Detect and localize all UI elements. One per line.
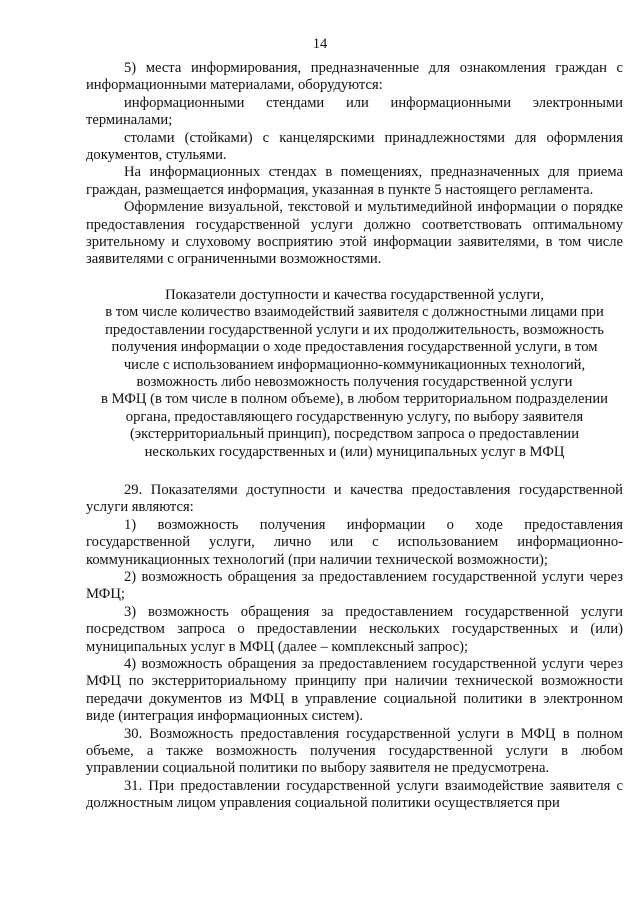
- page-number: 14: [312, 36, 328, 52]
- heading-line: в МФЦ (в том числе в полном объеме), в любом территориальном подразделении: [101, 391, 608, 408]
- paragraph: 29. Показателями доступности и качества предоставления государственной услуги являются:: [86, 481, 623, 516]
- section-heading: [86, 287, 623, 461]
- heading-line: (экстерриториальный принцип), посредством запроса о предоставлении: [129, 426, 580, 443]
- paragraph: Оформление визуальной, текстовой и мультимедийной информации о порядке предоставления государственной услуги должно соответствовать оптимальному зрительному и слуховому восприятию этой информации заявителями, в том числе заявителями с ограниченными возможностями.: [86, 199, 623, 268]
- paragraph: На информационных стендах в помещениях, предназначенных для приема граждан, размещается информация, указанная в пункте 5 настоящего регламента.: [86, 164, 623, 198]
- heading-line: в том числе количество взаимодействий заявителя с должностными лицами при: [105, 304, 604, 321]
- paragraph: 5) места информирования, предназначенные для ознакомления граждан с информационными материалами, оборудуются:: [86, 60, 623, 94]
- paragraph: 3) возможность обращения за предоставлением государственной услуги посредством запроса о предоставлении нескольких государственных и (или) муниципальных услуг в МФЦ (далее – комплексный запрос);: [86, 603, 623, 655]
- heading-line: числе с использованием информационно-коммуникационных технологий,: [123, 356, 586, 373]
- heading-line: предоставлении государственной услуги и их продолжительность, возможность: [105, 321, 604, 338]
- paragraph: 31. При предоставлении государственной услуги взаимодействие заявителя с должностным лицом управления социальной политики осуществляется при: [86, 777, 623, 812]
- heading-line: органа, предоставляющего государственную услугу, по выбору заявителя: [125, 408, 584, 425]
- paragraph: информационными стендами или информационными электронными терминалами;: [86, 94, 623, 129]
- paragraph: 4) возможность обращения за предоставлением государственной услуги через МФЦ по экстерриториальному принципу при наличии технической возможности передачи документов из МФЦ в управление социальной политики в электронном виде (интеграция информационных систем).: [86, 656, 623, 725]
- document-body: [86, 60, 623, 813]
- heading-line: возможность либо невозможность получения государственной услуги: [136, 373, 573, 390]
- heading-line: Показатели доступности и качества государственной услуги,: [165, 286, 544, 303]
- heading-line: получения информации о ходе предоставления государственной услуги, в том: [111, 339, 598, 356]
- heading-line: нескольких государственных и (или) муниципальных услуг в МФЦ: [144, 443, 565, 460]
- paragraph: столами (стойками) с канцелярскими принадлежностями для оформления документов, стульями.: [86, 129, 623, 164]
- paragraph: 2) возможность обращения за предоставлением государственной услуги через МФЦ;: [86, 568, 623, 603]
- paragraph: 30. Возможность предоставления государственной услуги в МФЦ в полном объеме, а также возможность получения государственной услуги в любом управлении социальной политики по выбору заявителя не предусмотрена.: [86, 725, 623, 777]
- paragraph: 1) возможность получения информации о ходе предоставления государственной услуги, лично или с использованием информационно-коммуникационных технологий (при наличии технической возможности);: [86, 516, 623, 568]
